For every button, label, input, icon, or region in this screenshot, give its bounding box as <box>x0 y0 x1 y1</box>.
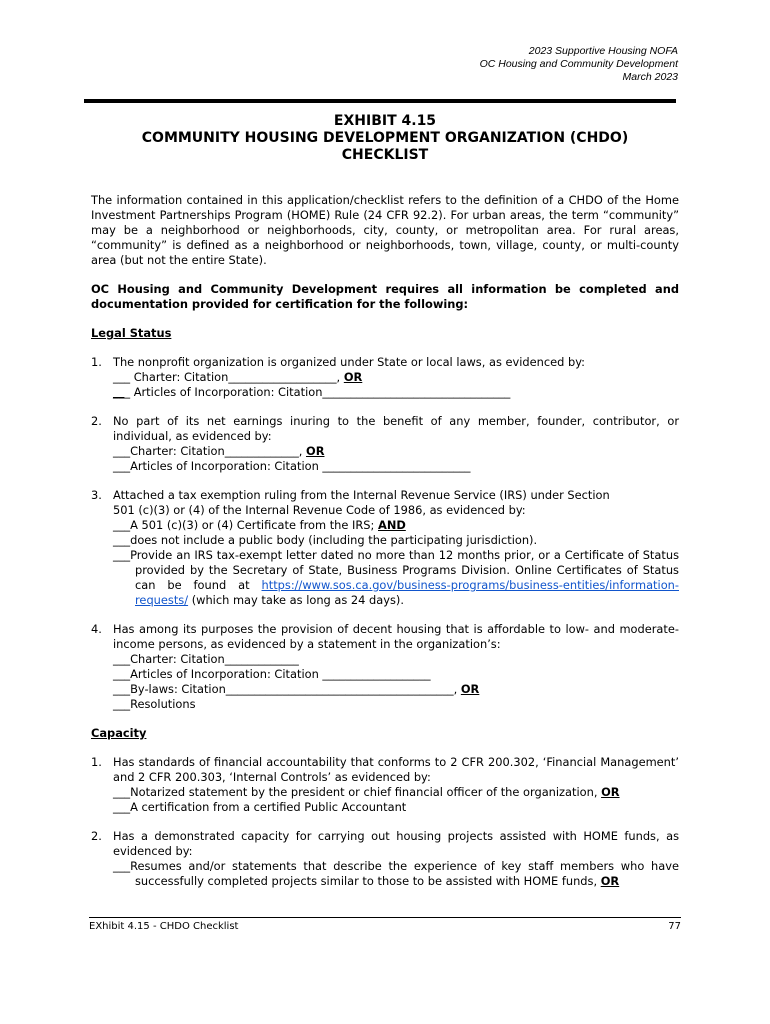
title-checklist: CHECKLIST <box>341 147 429 163</box>
irs-certificate-line: ___A 501 (c)(3) or (4) Certificate from the IRS; AND <box>113 518 406 532</box>
articles-citation-line: ___Articles of Incorporation: Citation __________________________ <box>113 459 471 473</box>
or-label: OR <box>601 785 620 799</box>
legal-status-heading: Legal Status <box>91 326 172 340</box>
or-label: OR <box>306 444 325 458</box>
legal-item-3 <box>91 488 679 608</box>
sos-certificates-link[interactable]: https://www.sos.ca.gov/business-programs/business-entities/information-requests/ <box>135 578 679 607</box>
requirement-paragraph: OC Housing and Community Development requires all information be completed and documentation provided for certification for the following: <box>91 282 679 311</box>
header-rule <box>84 99 676 103</box>
item-text-line-1: Attached a tax exemption ruling from the Internal Revenue Service (IRS) under Section <box>113 488 610 502</box>
item-text: No part of its net earnings inuring to the benefit of any member, founder, contributor, or individual, as evidenced by: <box>113 414 679 443</box>
cpa-certification-line: ___A certification from a certified Public Accountant <box>113 800 407 814</box>
header-date: March 2023 <box>622 71 678 83</box>
or-label: OR <box>600 874 620 888</box>
legal-item-1 <box>91 355 679 400</box>
item-number: 2. <box>91 414 102 428</box>
page-title <box>84 113 686 164</box>
footer-title: EXhibit 4.15 - CHDO Checklist <box>89 921 239 932</box>
header-agency: OC Housing and Community Development <box>479 58 678 70</box>
resolutions-line: ___Resolutions <box>113 697 196 711</box>
legal-item-2 <box>91 414 679 474</box>
item-text: The nonprofit organization is organized under State or local laws, as evidenced by: <box>113 355 585 369</box>
page-number: 77 <box>668 921 681 932</box>
item-number: 3. <box>91 488 102 502</box>
item-text: Has among its purposes the provision of decent housing that is affordable to low- and moderate-income persons, as evidenced by a statement in the organization’s: <box>113 622 679 651</box>
resumes-line: ___Resumes and/or statements that describe the experience of key staff members who have successfully completed projects similar to those to be assisted with HOME funds, OR <box>113 859 679 888</box>
bylaws-citation-line: ___By-laws: Citation________________________________________, OR <box>113 682 480 696</box>
document-header <box>480 45 678 84</box>
articles-citation-line: ___Articles of Incorporation: Citation ___________________ <box>113 667 431 681</box>
and-label: AND <box>378 518 406 532</box>
header-nofa: 2023 Supportive Housing NOFA <box>528 45 678 57</box>
charter-citation-line: ___ Charter: Citation___________________, OR <box>113 370 363 384</box>
item-number: 4. <box>91 622 102 636</box>
or-label: OR <box>343 370 363 384</box>
capacity-heading: Capacity <box>91 726 147 740</box>
charter-citation-line: ___Charter: Citation_____________ <box>113 652 299 666</box>
title-organization: COMMUNITY HOUSING DEVELOPMENT ORGANIZATION (CHDO) <box>141 130 629 146</box>
intro-paragraph: The information contained in this application/checklist refers to the definition of a CHDO of the Home Investment Partnerships Program (HOME) Rule (24 CFR 92.2). For urban areas, the term “community” may be a neighborhood or neighborhoods, city, county, or metropolitan area. For rural areas, “community” is defined as a neighborhood or neighborhoods, town, village, county, or multi-county area (but not the entire State). <box>91 193 679 267</box>
charter-citation-line: ___Charter: Citation_____________, OR <box>113 444 325 458</box>
item-text-line-2: 501 (c)(3) or (4) of the Internal Revenue Code of 1986, as evidenced by: <box>113 503 526 517</box>
item-number: 1. <box>91 755 102 769</box>
capacity-item-1 <box>91 755 679 815</box>
tax-exempt-letter-line: ___Provide an IRS tax-exempt letter dated no more than 12 months prior, or a Certificate of Status provided by the Secretary of State, Business Programs Division. Online Certificates of Status can be found at https://www.sos.ca.gov/business-programs/business-entities/information-requests/ (which may take as long as 24 days). <box>113 548 679 607</box>
item-text: Has a demonstrated capacity for carrying out housing projects assisted with HOME funds, as evidenced by: <box>113 829 679 858</box>
public-body-line: ___does not include a public body (including the participating jurisdiction). <box>113 533 538 547</box>
articles-citation-line: ___ Articles of Incorporation: Citation_________________________________ <box>113 385 511 399</box>
title-exhibit: EXHIBIT 4.15 <box>333 113 437 129</box>
capacity-item-2 <box>91 829 679 889</box>
or-label: OR <box>460 682 480 696</box>
footer-rule <box>89 917 681 918</box>
item-number: 2. <box>91 829 102 843</box>
item-number: 1. <box>91 355 102 369</box>
legal-item-4 <box>91 622 679 712</box>
item-text: Has standards of financial accountability that conforms to 2 CFR 200.302, ‘Financial Management’ and 2 CFR 200.303, ‘Internal Controls’ as evidenced by: <box>113 755 679 784</box>
notarized-statement-line: ___Notarized statement by the president or chief financial officer of the organization, OR <box>113 785 620 799</box>
document-body <box>91 193 679 903</box>
